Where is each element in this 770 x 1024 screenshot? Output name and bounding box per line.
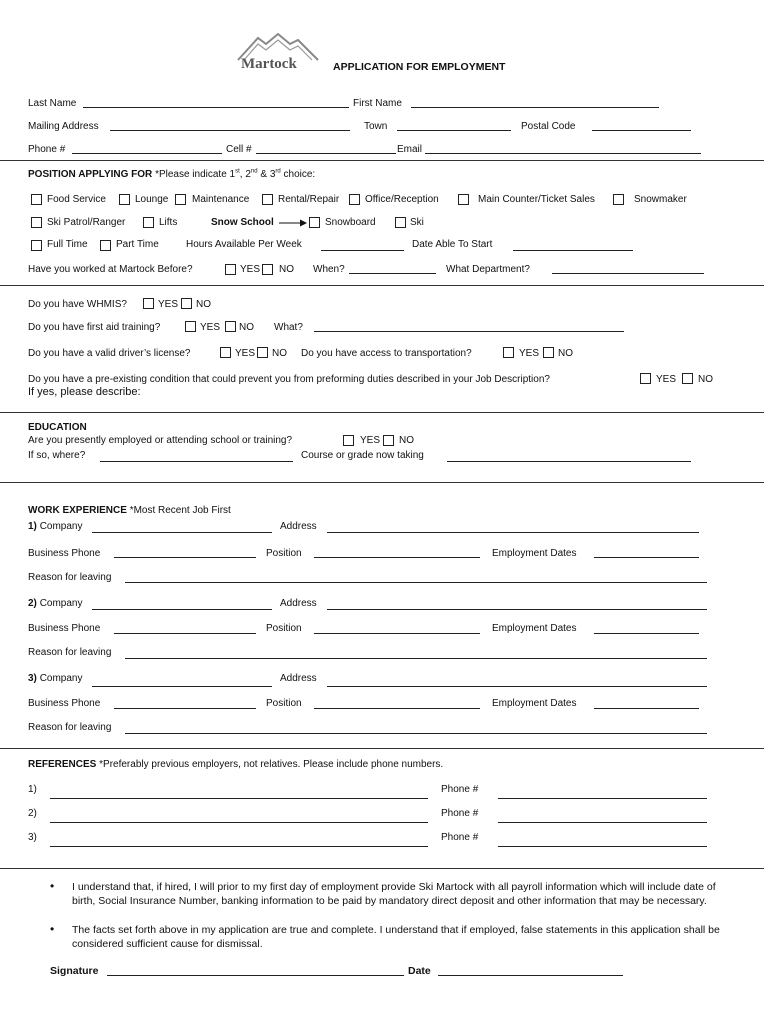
snowmaker-label: Snowmaker [634, 194, 687, 205]
reference-1-label: 1) [28, 784, 37, 795]
last-name-label: Last Name [28, 98, 77, 109]
first-name-label: First Name [353, 98, 402, 109]
logo-text: Martock [241, 56, 297, 72]
rental-repair-label: Rental/Repair [278, 194, 340, 205]
section-divider [0, 868, 764, 869]
snowboard-label: Snowboard [325, 217, 376, 228]
whmis-no-checkbox[interactable] [181, 298, 192, 309]
where-field[interactable] [100, 461, 293, 462]
condition-yes-label: YES [656, 374, 677, 385]
what-department-field[interactable] [552, 273, 704, 274]
ski-label: Ski [410, 217, 424, 228]
job-2-company-field[interactable] [92, 609, 272, 610]
job-2-phone-field[interactable] [114, 633, 256, 634]
condition-label: Do you have a pre-existing condition that could prevent you from preforming duties described in your Job Description? [28, 374, 550, 385]
license-yes-checkbox[interactable] [220, 347, 231, 358]
last-name-field[interactable] [83, 107, 349, 108]
education-heading: EDUCATION [28, 422, 87, 433]
license-no-checkbox[interactable] [257, 347, 268, 358]
references-heading: REFERENCES *Preferably previous employers, not relatives. Please include phone numbers. [28, 759, 444, 770]
transportation-label: Do you have access to transportation? [301, 348, 472, 359]
lifts-checkbox[interactable] [143, 217, 154, 228]
lounge-label: Lounge [135, 194, 169, 205]
reference-2-field[interactable] [50, 822, 428, 823]
worked-before-yes-label: YES [240, 264, 261, 275]
job-2-phone-label: Business Phone [28, 623, 101, 634]
job-3-company-label: 3) Company [28, 673, 83, 684]
employed-question-label: Are you presently employed or attending school or training? [28, 435, 293, 446]
phone-field[interactable] [72, 153, 222, 154]
job-1-dates-label: Employment Dates [492, 548, 577, 559]
job-1-company-field[interactable] [92, 532, 272, 533]
job-2-company-label: 2) Company [28, 598, 83, 609]
job-3-dates-field[interactable] [594, 708, 699, 709]
snowmaker-checkbox[interactable] [613, 194, 624, 205]
whmis-yes-label: YES [158, 299, 179, 310]
first-aid-yes-label: YES [200, 322, 221, 333]
section-divider [0, 285, 764, 286]
first-aid-no-label: NO [239, 322, 254, 333]
part-time-checkbox[interactable] [100, 240, 111, 251]
employed-no-label: NO [399, 435, 414, 446]
describe-label: If yes, please describe: [28, 386, 141, 398]
job-3-address-field[interactable] [327, 686, 707, 687]
job-1-address-label: Address [280, 521, 317, 532]
date-able-label: Date Able To Start [412, 239, 493, 250]
snowboard-checkbox[interactable] [309, 217, 320, 228]
lounge-checkbox[interactable] [119, 194, 130, 205]
date-able-field[interactable] [513, 250, 633, 251]
job-1-position-field[interactable] [314, 557, 480, 558]
job-1-address-field[interactable] [327, 532, 699, 533]
phone-label: Phone # [28, 144, 66, 155]
reference-3-phone-field[interactable] [498, 846, 707, 847]
job-1-phone-field[interactable] [114, 557, 256, 558]
employed-no-checkbox[interactable] [383, 435, 394, 446]
work-heading: WORK EXPERIENCE *Most Recent Job First [28, 505, 231, 516]
what-department-label: What Department? [446, 264, 530, 275]
job-2-position-field[interactable] [314, 633, 480, 634]
food-service-label: Food Service [47, 194, 106, 205]
license-no-label: NO [272, 348, 287, 359]
job-3-phone-field[interactable] [114, 708, 256, 709]
job-1-company-label: 1) Company [28, 521, 83, 532]
ski-checkbox[interactable] [395, 217, 406, 228]
first-name-field[interactable] [411, 107, 659, 108]
postal-code-field[interactable] [592, 130, 691, 131]
course-label: Course or grade now taking [301, 450, 424, 461]
cell-label: Cell # [226, 144, 252, 155]
section-divider [0, 482, 764, 483]
job-2-reason-field[interactable] [125, 658, 707, 659]
section-divider [0, 748, 764, 749]
job-3-phone-label: Business Phone [28, 698, 101, 709]
reference-3-label: 3) [28, 832, 37, 843]
job-2-dates-label: Employment Dates [492, 623, 577, 634]
first-aid-label: Do you have first aid training? [28, 322, 161, 333]
town-label: Town [364, 121, 388, 132]
transportation-yes-checkbox[interactable] [503, 347, 514, 358]
first-aid-yes-checkbox[interactable] [185, 321, 196, 332]
mailing-address-field[interactable] [110, 130, 350, 131]
job-1-phone-label: Business Phone [28, 548, 101, 559]
cell-field[interactable] [256, 153, 396, 154]
job-3-reason-field[interactable] [125, 733, 707, 734]
office-reception-checkbox[interactable] [349, 194, 360, 205]
bullet-icon: • [50, 879, 55, 893]
transportation-no-label: NO [558, 348, 573, 359]
food-service-checkbox[interactable] [31, 194, 42, 205]
what-field[interactable] [314, 331, 624, 332]
worked-before-no-label: NO [279, 264, 294, 275]
job-3-position-label: Position [266, 698, 302, 709]
what-label: What? [274, 322, 303, 333]
office-reception-label: Office/Reception [365, 194, 439, 205]
whmis-label: Do you have WHMIS? [28, 299, 127, 310]
whmis-no-label: NO [196, 299, 211, 310]
job-3-position-field[interactable] [314, 708, 480, 709]
worked-before-no-checkbox[interactable] [262, 264, 273, 275]
reference-1-phone-label: Phone # [441, 784, 479, 795]
date-label: Date [408, 965, 431, 977]
whmis-yes-checkbox[interactable] [143, 298, 154, 309]
license-yes-label: YES [235, 348, 256, 359]
condition-no-label: NO [698, 374, 713, 385]
part-time-label: Part Time [116, 239, 159, 250]
job-1-reason-field[interactable] [125, 582, 707, 583]
ski-patrol-checkbox[interactable] [31, 217, 42, 228]
hours-label: Hours Available Per Week [186, 239, 302, 250]
job-3-dates-label: Employment Dates [492, 698, 577, 709]
page-title: APPLICATION FOR EMPLOYMENT [333, 61, 506, 73]
ski-patrol-label: Ski Patrol/Ranger [47, 217, 126, 228]
reference-2-label: 2) [28, 808, 37, 819]
email-label: Email [397, 144, 423, 155]
course-field[interactable] [447, 461, 691, 462]
section-divider [0, 160, 764, 161]
reference-1-phone-field[interactable] [498, 798, 707, 799]
transportation-yes-label: YES [519, 348, 540, 359]
position-heading: POSITION APPLYING FOR *Please indicate 1st, 2nd & 3rd choice: [28, 168, 316, 180]
job-1-position-label: Position [266, 548, 302, 559]
job-1-reason-label: Reason for leaving [28, 572, 112, 583]
job-3-company-field[interactable] [92, 686, 272, 687]
reference-2-phone-label: Phone # [441, 808, 479, 819]
signature-label: Signature [50, 965, 99, 977]
arrow-right-icon [279, 218, 307, 228]
employed-yes-checkbox[interactable] [343, 435, 354, 446]
job-2-address-field[interactable] [327, 609, 707, 610]
snow-school-label: Snow School [211, 217, 274, 228]
where-label: If so, where? [28, 450, 86, 461]
main-counter-label: Main Counter/Ticket Sales [478, 194, 595, 205]
job-3-reason-label: Reason for leaving [28, 722, 112, 733]
reference-3-field[interactable] [50, 846, 428, 847]
job-2-reason-label: Reason for leaving [28, 647, 112, 658]
maintenance-label: Maintenance [192, 194, 250, 205]
when-field[interactable] [349, 273, 436, 274]
bullet-icon: • [50, 922, 55, 936]
transportation-no-checkbox[interactable] [543, 347, 554, 358]
hours-field[interactable] [321, 250, 404, 251]
declaration-truth: The facts set forth above in my application are true and complete. I understand that if employed, false statements in this application shall be considered sufficient cause for dismissal. [72, 924, 720, 950]
main-counter-checkbox[interactable] [458, 194, 469, 205]
email-field[interactable] [425, 153, 701, 154]
when-label: When? [313, 264, 345, 275]
rental-repair-checkbox[interactable] [262, 194, 273, 205]
reference-2-phone-field[interactable] [498, 822, 707, 823]
date-field[interactable] [438, 975, 623, 976]
condition-no-checkbox[interactable] [682, 373, 693, 384]
reference-1-field[interactable] [50, 798, 428, 799]
license-label: Do you have a valid driver’s license? [28, 348, 191, 359]
maintenance-checkbox[interactable] [175, 194, 186, 205]
section-divider [0, 412, 764, 413]
job-2-position-label: Position [266, 623, 302, 634]
employed-yes-label: YES [360, 435, 381, 446]
job-1-dates-field[interactable] [594, 557, 699, 558]
job-2-dates-field[interactable] [594, 633, 699, 634]
town-field[interactable] [397, 130, 511, 131]
full-time-label: Full Time [47, 239, 88, 250]
first-aid-no-checkbox[interactable] [225, 321, 236, 332]
condition-yes-checkbox[interactable] [640, 373, 651, 384]
mailing-address-label: Mailing Address [28, 121, 99, 132]
full-time-checkbox[interactable] [31, 240, 42, 251]
job-3-address-label: Address [280, 673, 317, 684]
signature-field[interactable] [107, 975, 404, 976]
postal-code-label: Postal Code [521, 121, 576, 132]
worked-before-yes-checkbox[interactable] [225, 264, 236, 275]
worked-before-label: Have you worked at Martock Before? [28, 264, 193, 275]
reference-3-phone-label: Phone # [441, 832, 479, 843]
declaration-payroll: I understand that, if hired, I will prior to my first day of employment provide Ski Martock with all payroll information which will include date of birth, Social Insurance Number, banking information to be paid by mandatory direct deposit and other information that may be necessary. [72, 881, 716, 907]
lifts-label: Lifts [159, 217, 178, 228]
job-2-address-label: Address [280, 598, 317, 609]
